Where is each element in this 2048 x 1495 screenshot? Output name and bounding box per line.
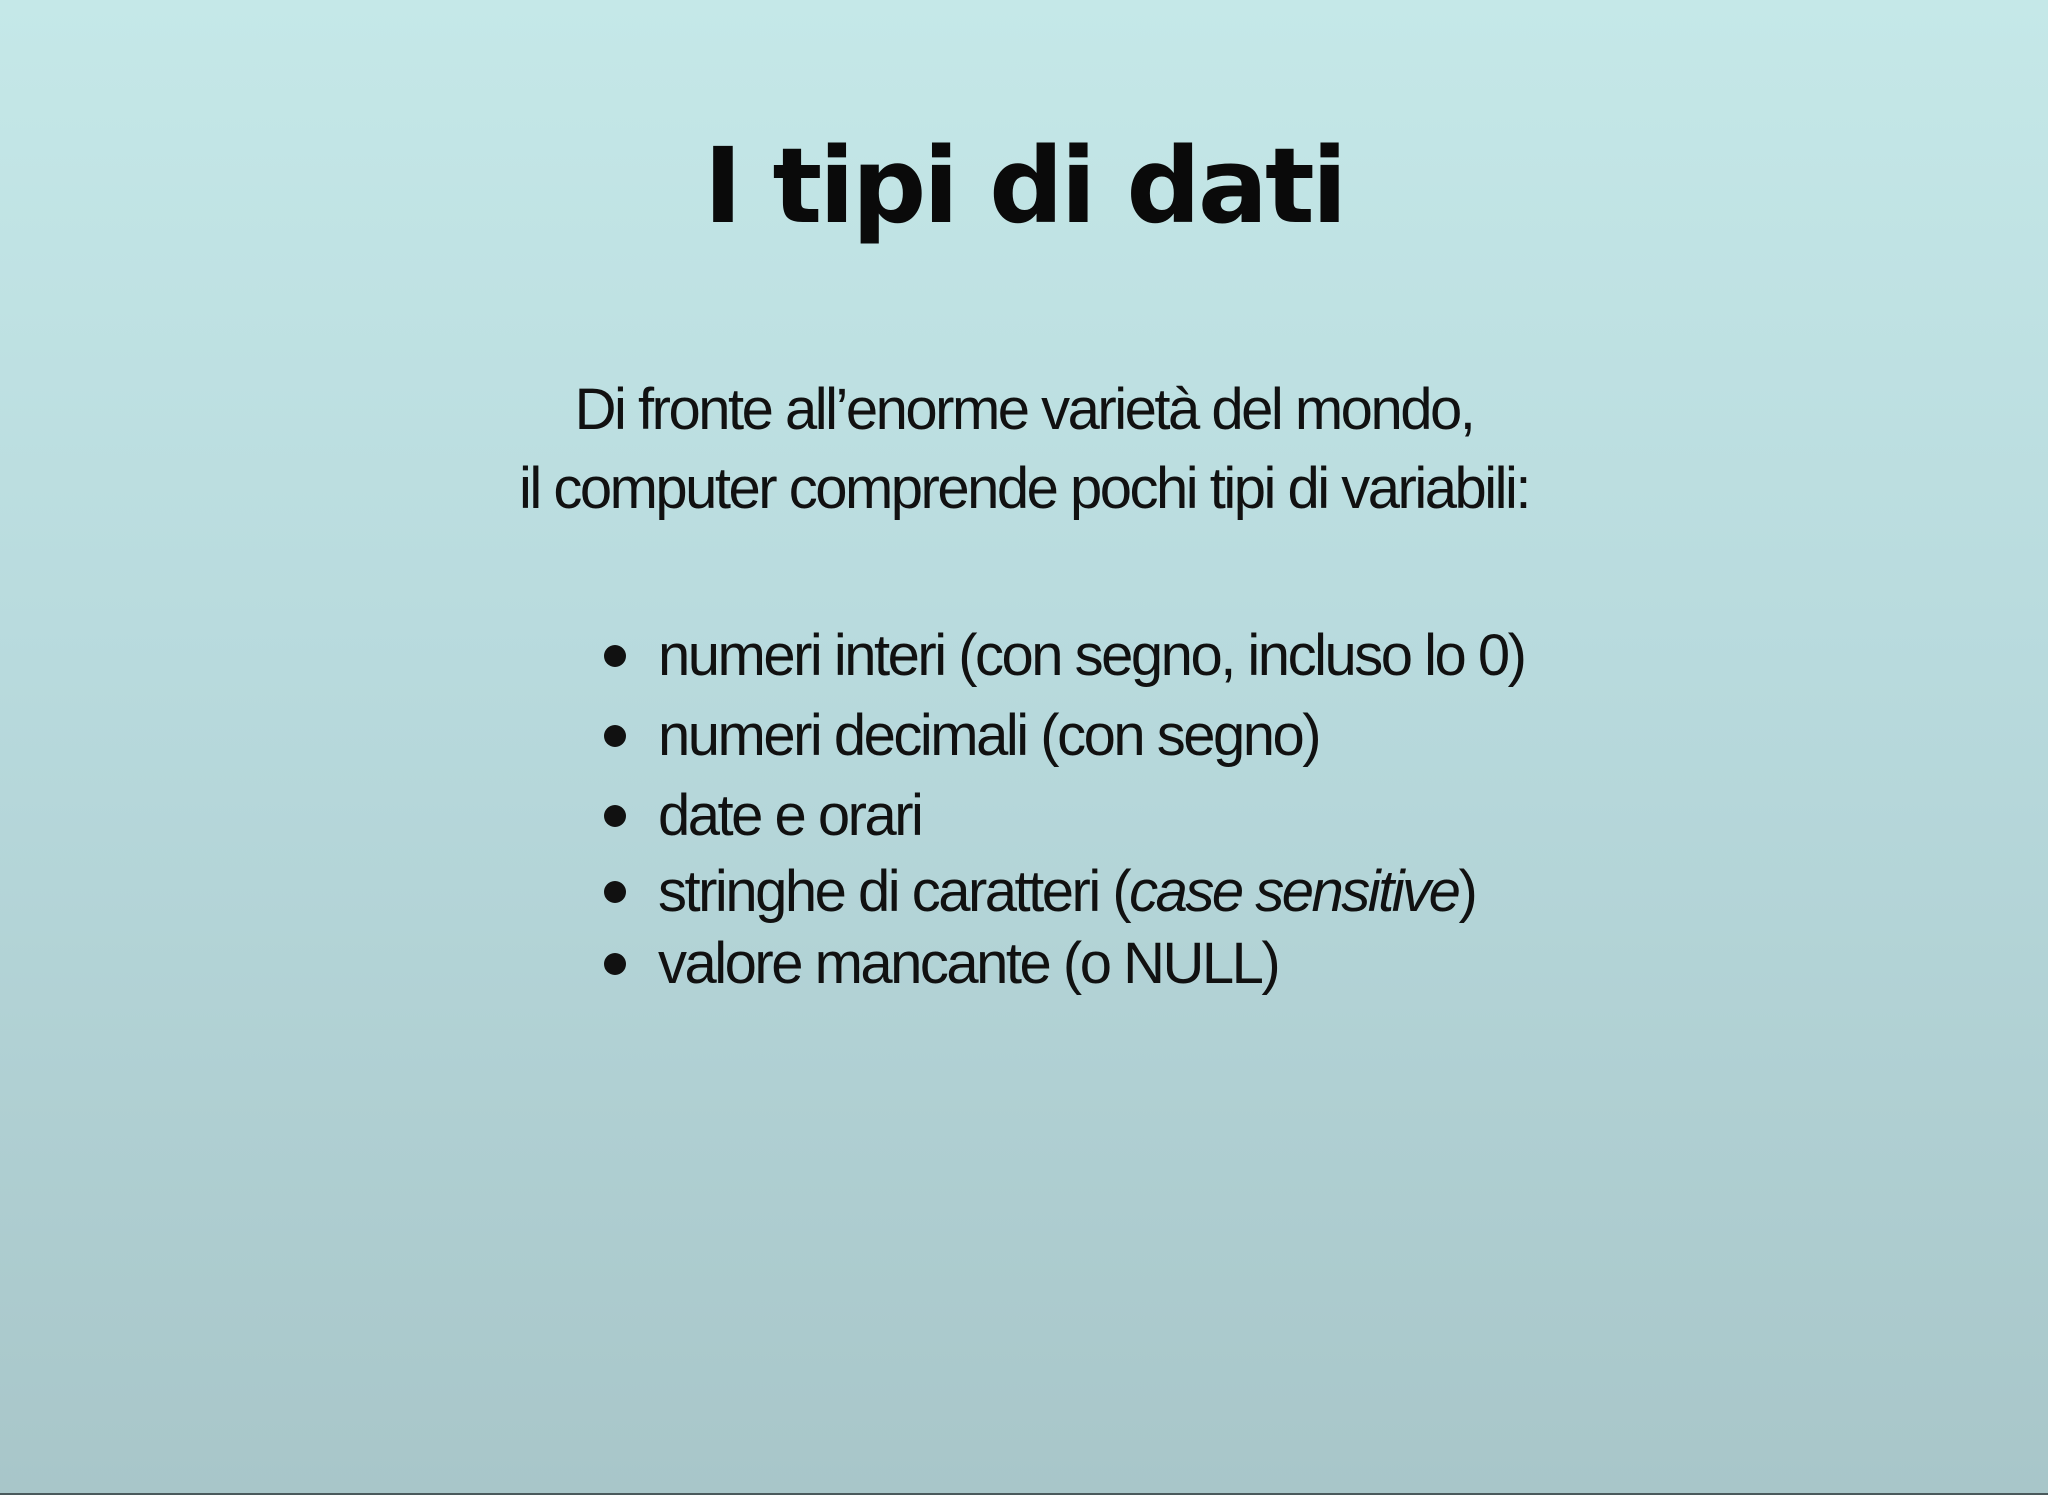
list-item-text-end: ) [1458,859,1476,924]
bullet-dot-icon [604,881,626,903]
bullet-dot-icon [604,645,626,667]
bullet-dot-icon [604,953,626,975]
intro-line-2: il computer comprende pochi tipi di variabili: [518,456,1530,521]
list-item-text-start: stringhe di caratteri ( [658,859,1130,924]
intro-line-1: Di fronte all’enorme varietà del mondo, [574,377,1474,442]
slide-title: I tipi di dati [703,124,1345,247]
list-item-text: numeri interi (con segno, incluso lo 0) [658,623,1525,688]
list-item-text: valore mancante (o NULL) [658,931,1279,996]
bullet-dot-icon [604,725,626,747]
list-item-text: date e orari [658,783,922,848]
list-item-strings [604,856,1524,928]
intro-text [0,370,2048,528]
list-item-integers [604,616,1524,696]
list-item-null [604,928,1524,1000]
list-item-text-italic: case sensitive [1129,859,1459,924]
list-item-text: numeri decimali (con segno) [658,703,1320,768]
list-item-dates [604,776,1524,856]
data-types-list [604,616,1524,1000]
list-item-decimals [604,696,1524,776]
bullet-dot-icon [604,805,626,827]
